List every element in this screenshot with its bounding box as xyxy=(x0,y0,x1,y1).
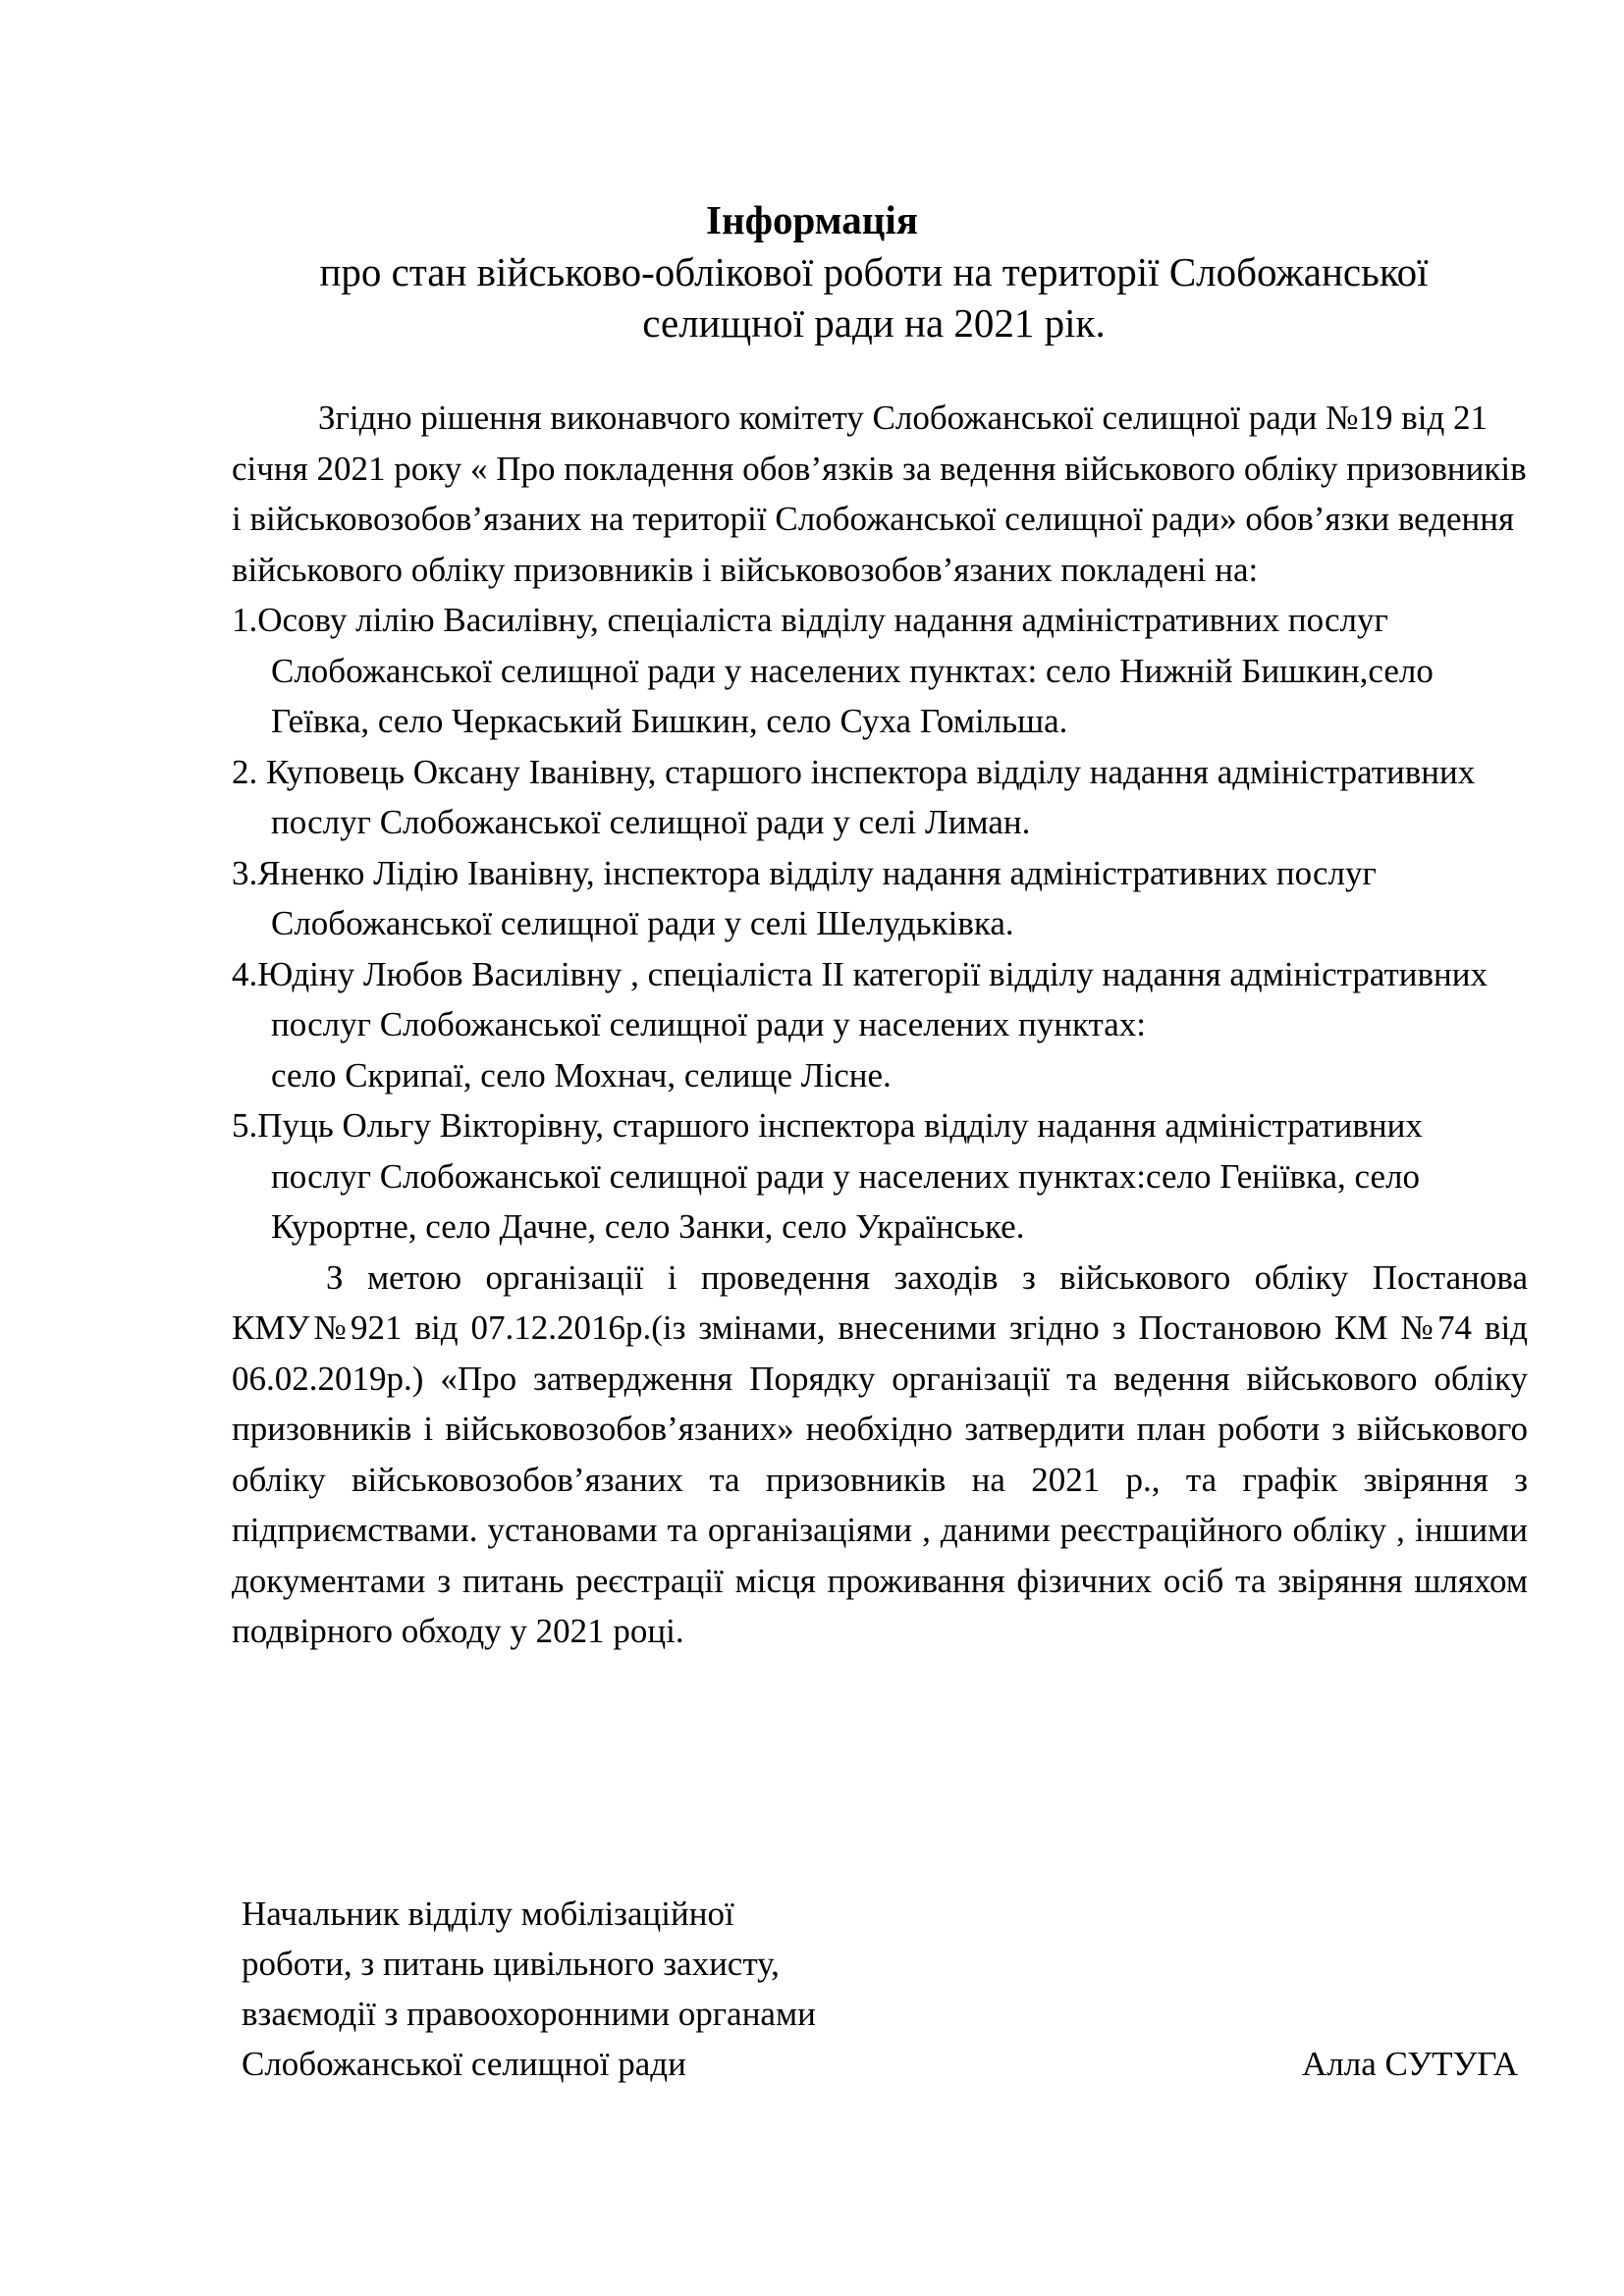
signature-position-line: Слобожанської селищної ради xyxy=(242,2045,686,2083)
document-subtitle-line-2: селищної ради на 2021 рік. xyxy=(642,300,1106,346)
list-item: 1.Осову лілію Василівну, спеціаліста відділу надання адміністративних послуг Слобожанської селищної ради у населених пунктах: село Нижній Бишкин,село Геївка, село Черкаський Бишкин, село Суха Гомільша. xyxy=(232,601,1434,740)
list-item: 4.Юдіну Любов Василівну , спеціаліста ІІ категорії відділу надання адміністративних послуг Слобожанської селищної ради у населених пунктах: xyxy=(232,954,1488,1043)
closing-paragraph: З метою організації і проведення заходів з військового обліку Постанова КМУ№921 від 07.12.2016р.(із змінами, внесеними згідно з Постановою КМ №74 від 06.02.2019р.) «Про затвердження Порядку організації та ведення військового обліку призовників і військовозобов’язаних» необхідно затвердити план роботи з військового обліку військовозобов’язаних та призовників на 2021 р., та графік звіряння з підприємствами. установами та організаціями , даними реєстраційного обліку , іншими документами з питань реєстрації місця проживання фізичних осіб та звіряння шляхом подвірного обходу у 2021 році. xyxy=(232,1257,1528,1650)
list-item-continuation: село Скрипаї, село Мохнач, селище Лісне. xyxy=(271,1055,892,1095)
document-body xyxy=(232,393,1528,1657)
intro-paragraph: Згідно рішення виконавчого комітету Слобожанської селищної ради №19 від 21 січня 2021 року « Про покладення обов’язків за ведення військового обліку призовників і військовозобов’язаних на території Слобожанської селищної ради» обов’язки ведення військового обліку призовників і військовозобов’язаних покладені на: xyxy=(232,399,1527,589)
list-item: 3.Яненко Лідію Іванівну, інспектора відділу надання адміністративних послуг Слобожанської селищної ради у селі Шелудьківка. xyxy=(232,853,1377,942)
list-item: 5.Пуць Ольгу Вікторівну, старшого інспектора відділу надання адміністративних послуг Слобожанської селищної ради у населених пунктах:село Геніївка, село Курортне, село Дачне, село Занки, село Українське. xyxy=(232,1106,1423,1246)
responsible-persons-list xyxy=(232,595,1528,1253)
document-title: Інформація xyxy=(706,197,918,242)
list-item: 2. Куповець Оксану Іванівну, старшого інспектора відділу надання адміністративних послуг Слобожанської селищної ради у селі Лиман. xyxy=(232,752,1476,841)
document-subtitle-line-1: про стан військово-облікової роботи на території Слобожанської xyxy=(319,249,1429,294)
signature-last-row xyxy=(242,2039,1518,2089)
signature-position-line: Начальник відділу мобілізаційної xyxy=(242,1895,734,1933)
signature-block xyxy=(242,1889,1518,2089)
signature-position-line: взаємодії з правоохоронними органами xyxy=(242,1995,816,2033)
signatory-name: Алла СУТУГА xyxy=(1301,2045,1518,2083)
signature-position-line: роботи, з питань цивільного захисту, xyxy=(242,1945,780,1983)
